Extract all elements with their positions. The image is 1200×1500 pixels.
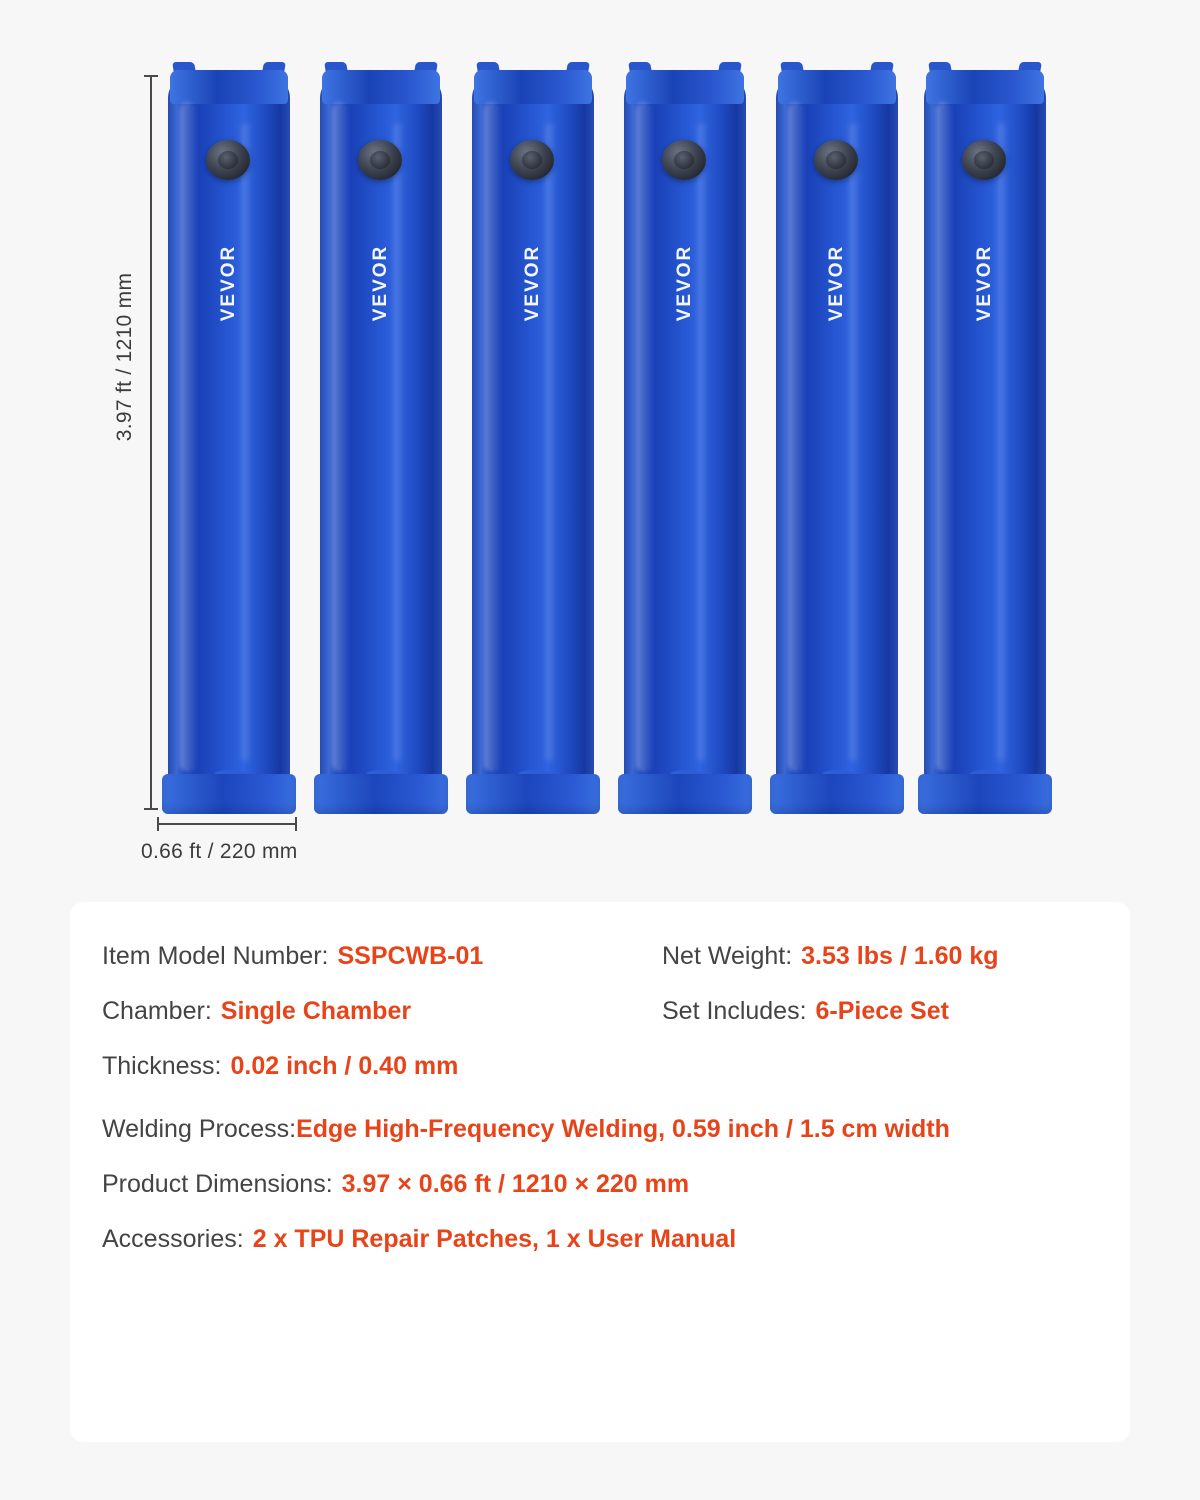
spec-item-set-includes <box>662 997 949 1026</box>
air-valve-icon <box>206 140 250 180</box>
water-bag <box>168 62 290 814</box>
bag-bottom-seal <box>314 774 448 814</box>
water-bag <box>924 62 1046 814</box>
spec-label-thickness: Thickness: <box>102 1052 222 1080</box>
spec-value-thickness: 0.02 inch / 0.40 mm <box>230 1052 459 1080</box>
spec-value-accessories: 2 x TPU Repair Patches, 1 x User Manual <box>252 1225 737 1253</box>
spec-label-set-includes: Set Includes: <box>662 997 807 1025</box>
spec-item-model <box>102 942 662 971</box>
spec-row <box>102 1107 1098 1144</box>
spec-item-weight <box>662 942 999 971</box>
spec-row <box>102 1052 1098 1081</box>
spec-item-thickness <box>102 1052 458 1081</box>
spec-item-dimensions <box>102 1170 689 1199</box>
bag-highlight-secondary <box>394 122 404 762</box>
water-bag-group <box>168 62 1068 822</box>
bag-bottom-seal <box>918 774 1052 814</box>
water-bag <box>320 62 442 814</box>
spec-label-accessories: Accessories: <box>102 1225 244 1253</box>
bag-highlight-secondary <box>850 122 860 762</box>
spec-label-dimensions: Product Dimensions: <box>102 1170 333 1198</box>
spec-value-dimensions: 3.97 × 0.66 ft / 1210 × 220 mm <box>341 1170 690 1198</box>
bag-highlight <box>788 102 804 772</box>
height-dimension-label: 3.97 ft / 1210 mm <box>113 272 136 442</box>
brand-logo-text: VEVOR <box>674 244 695 322</box>
brand-logo-text: VEVOR <box>522 244 543 322</box>
bag-bottom-seal <box>618 774 752 814</box>
spec-row <box>102 942 1098 971</box>
spec-item-welding <box>102 1107 950 1144</box>
spec-row <box>102 997 1098 1026</box>
bag-bottom-seal <box>162 774 296 814</box>
air-valve-icon <box>662 140 706 180</box>
spec-value-welding: Edge High-Frequency Welding, 0.59 inch / 1.5 cm width <box>296 1115 950 1143</box>
air-valve-icon <box>510 140 554 180</box>
water-bag <box>776 62 898 814</box>
specification-card <box>70 902 1130 1442</box>
brand-logo-text: VEVOR <box>974 244 995 322</box>
bag-highlight <box>936 102 952 772</box>
water-bag <box>472 62 594 814</box>
air-valve-icon <box>962 140 1006 180</box>
brand-logo-text: VEVOR <box>826 244 847 322</box>
bag-top-seal <box>474 70 592 104</box>
bag-top-seal <box>322 70 440 104</box>
brand-logo-text: VEVOR <box>218 244 239 322</box>
bag-highlight <box>636 102 652 772</box>
height-dimension-line <box>150 75 152 810</box>
bag-bottom-seal <box>466 774 600 814</box>
spec-value-weight: 3.53 lbs / 1.60 kg <box>801 942 999 970</box>
spec-label-welding: Welding Process: <box>102 1115 297 1143</box>
spec-label-chamber: Chamber: <box>102 997 212 1025</box>
spec-row <box>102 1170 1098 1199</box>
spec-row <box>102 1225 1098 1254</box>
bag-highlight-secondary <box>998 122 1008 762</box>
bag-bottom-seal <box>770 774 904 814</box>
spec-item-chamber <box>102 997 662 1026</box>
spec-value-model: SSPCWB-01 <box>337 942 484 970</box>
spec-label-weight: Net Weight: <box>662 942 793 970</box>
water-bag <box>624 62 746 814</box>
bag-highlight-secondary <box>242 122 252 762</box>
spec-value-set-includes: 6-Piece Set <box>815 997 949 1025</box>
bag-top-seal <box>170 70 288 104</box>
spec-item-accessories <box>102 1225 736 1254</box>
bag-highlight <box>180 102 196 772</box>
air-valve-icon <box>814 140 858 180</box>
spec-value-chamber: Single Chamber <box>220 997 412 1025</box>
bag-highlight-secondary <box>546 122 556 762</box>
bag-highlight <box>484 102 500 772</box>
bag-top-seal <box>626 70 744 104</box>
bag-top-seal <box>778 70 896 104</box>
bag-highlight-secondary <box>698 122 708 762</box>
bag-highlight <box>332 102 348 772</box>
air-valve-icon <box>358 140 402 180</box>
spec-label-model: Item Model Number: <box>102 942 329 970</box>
brand-logo-text: VEVOR <box>370 244 391 322</box>
width-dimension-line <box>157 823 297 825</box>
width-dimension-label: 0.66 ft / 220 mm <box>141 840 298 863</box>
bag-top-seal <box>926 70 1044 104</box>
